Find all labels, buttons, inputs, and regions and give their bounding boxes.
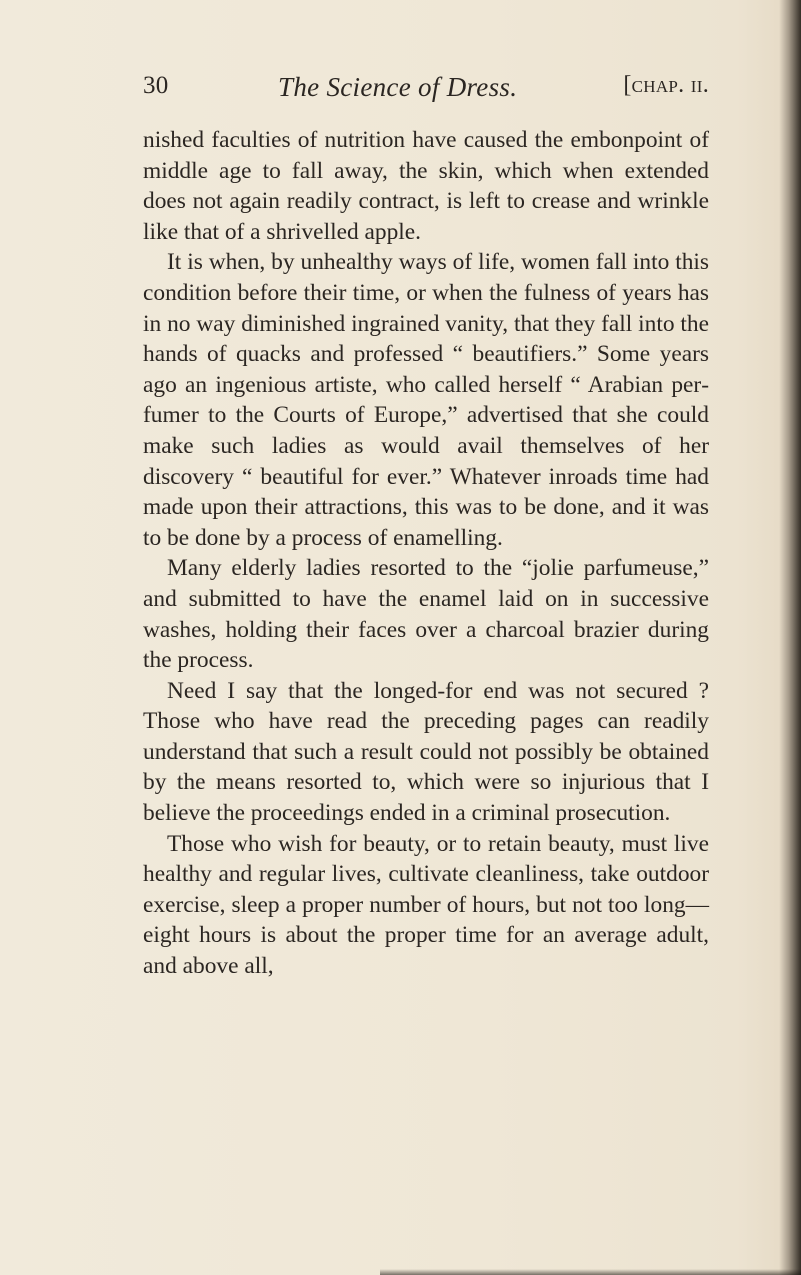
paragraph: Those who wish for beauty, or to retain beauty, must live healthy and regular lives, cultivate cleanliness, take outdoor exercise, sleep a proper number of hours, but not too long—eight hours is about the proper time for an average adult, and above all, <box>143 830 709 980</box>
paragraph: Need I say that the longed-for end was not secured ? Those who have read the preceding pages can readily understand that such a result could not possibly be obtained by the means resorted to, which were so injurious that I believe the proceedings ended in a criminal prosecution. <box>143 677 709 827</box>
running-title: The Science of Dress. <box>278 72 518 102</box>
paragraph: nished faculties of nutrition have caused the embonpoint of middle age to fall away, the skin, which when extended does not again readily contract, is left to crease and wrinkle like that of a shrivelled apple. <box>143 127 709 245</box>
running-header <box>143 72 709 112</box>
paragraph: It is when, by unhealthy ways of life, women fall into this condition before their time, or when the fulness of years has in no way diminished ingrained vanity, that they fall into the hands of quacks and professed “ beautifiers.” Some years ago an ingenious artiste, who called herself “ Arabian perfumer to the Courts of Europe,” advertised that she could make such ladies as would avail themselves of her discovery “ beautiful for ever.” Whatever inroads time had made upon their attractions, this was to be done, and it was to be done by a process of enamelling. <box>143 249 709 551</box>
page-number: 30 <box>143 72 169 99</box>
body-text <box>143 125 709 982</box>
paragraph: Many elderly ladies resorted to the “jolie parfumeuse,” and submitted to have the enamel laid on in successive washes, holding their faces over a charcoal brazier during the process. <box>143 555 709 674</box>
chapter-label: [chap. ii. <box>623 72 709 98</box>
page-bottom-shadow <box>380 1269 801 1275</box>
page-edge-shadow <box>779 0 801 1275</box>
